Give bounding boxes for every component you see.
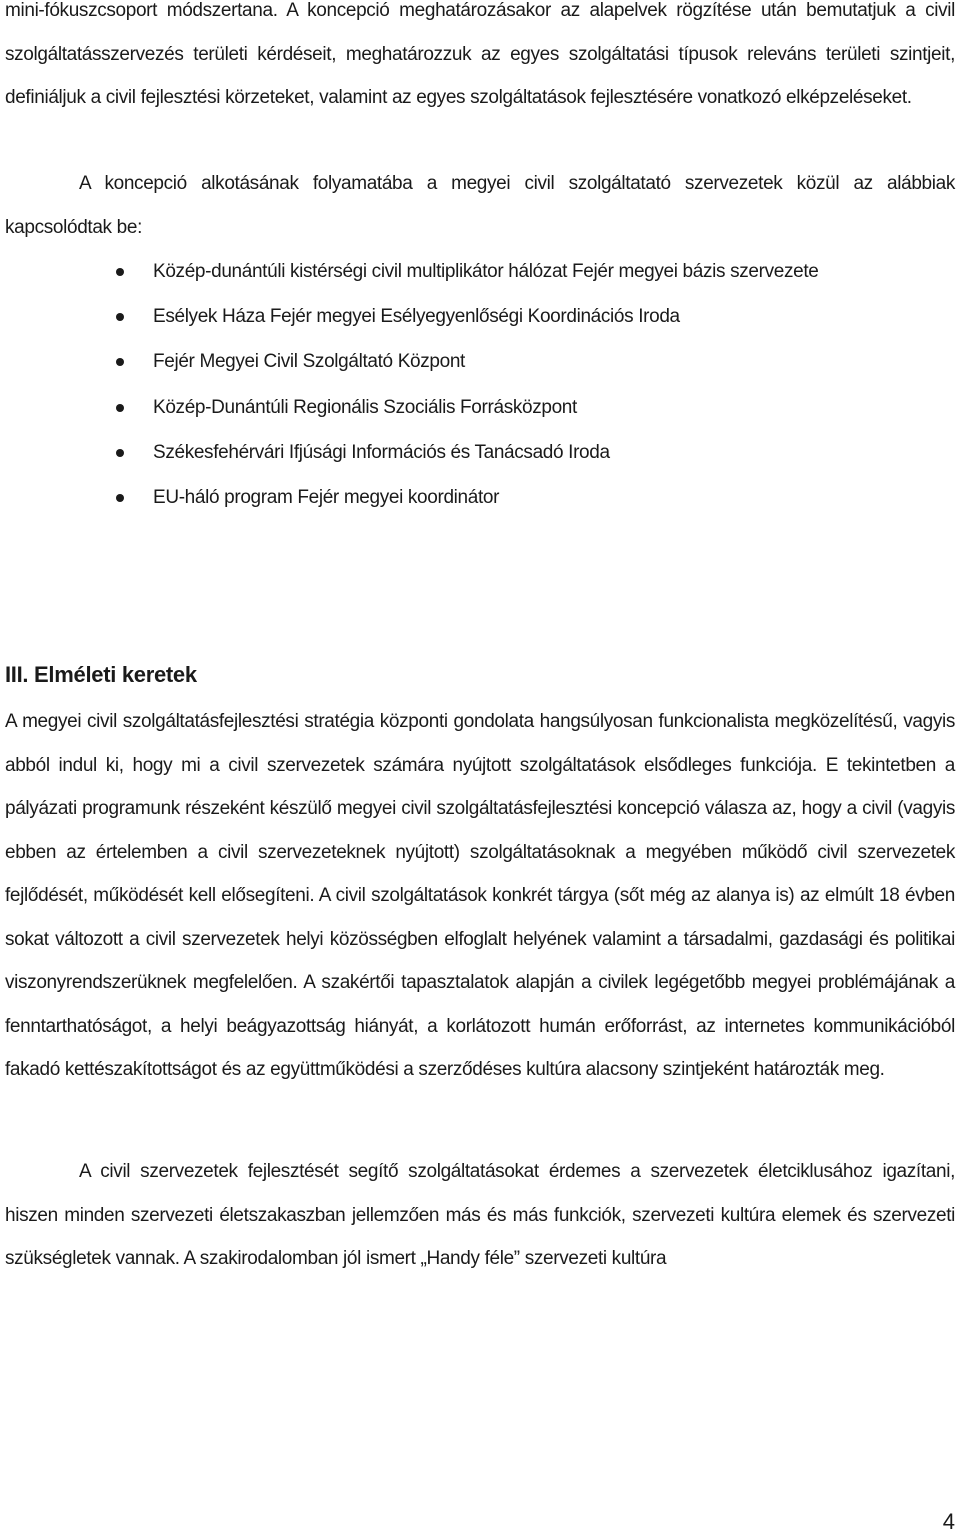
section-heading: III. Elméleti keretek	[5, 662, 197, 687]
bullet-icon	[116, 404, 124, 412]
list-item	[5, 294, 955, 339]
paragraph-section-body-1: A megyei civil szolgáltatásfejlesztési stratégia központi gondolata hangsúlyosan funkcionalista megközelítésű, vagyis abból indul ki, hogy mi a civil szervezetek számára nyújtott szolgáltatások elsődleges funkciója. E tekintetben a pályázati programunk részeként készülő megyei civil szolgáltatásfejlesztési koncepció válasza az, hogy a civil (vagyis ebben az értelemben a civil szervezeteknek nyújtott) szolgáltatásoknak a megyében működő civil szervezetek fejlődését, működését kell elősegíteni. A civil szolgáltatások konkrét tárgya (sőt még az alanya is) az elmúlt 18 évben sokat változott a civil szervezetek helyi közösségben elfoglalt helyének valamint a társadalmi, gazdasági és politikai viszonyrendszerüknek megfelelően. A szakértői tapasztalatok alapján a civilek legégetőbb megyei problémájának a fenntarthatóságot, a helyi beágyazottság hiányát, a korlátozott humán erőforrást, az internetes kommunikációból fakadó kettészakítottságot és az együttműködési a szerződéses kultúra alacsony szintjeként határozták meg.	[5, 711, 955, 1080]
list-item-text: Fejér Megyei Civil Szolgáltató Központ	[153, 351, 465, 373]
list-item	[5, 430, 955, 475]
list-item	[5, 249, 955, 294]
list-item-text: EU-háló program Fejér megyei koordinátor	[153, 486, 500, 508]
paragraph-section-body-2: A civil szervezetek fejlesztését segítő szolgáltatásokat érdemes a szervezetek életciklusához igazítani, hiszen minden szervezeti életszakaszban jellemzően más és más funkciók, szervezeti kultúra elemek és szervezeti szükségletek vannak. A szakirodalomban jól ismert „Handy féle” szervezeti kultúra	[5, 1161, 955, 1269]
paragraph-intro-continued: mini-fókuszcsoport módszertana. A koncepció meghatározásakor az alapelvek rögzítése után bemutatjuk a civil szolgáltatásszervezés területi kérdéseit, meghatározzuk az egyes szolgáltatási típusok releváns területi szintjeit, definiáljuk a civil fejlesztési körzeteket, valamint az egyes szolgáltatások fejlesztésére vonatkozó elképzeléseket.	[5, 0, 955, 108]
list-item	[5, 475, 955, 520]
bullet-icon	[116, 268, 124, 276]
list-item-text: Közép-dunántúli kistérségi civil multiplikátor hálózat Fejér megyei bázis szervezete	[153, 261, 819, 282]
bullet-icon	[116, 313, 124, 321]
list-item-text: Székesfehérvári Ifjúsági Információs és Tanácsadó Iroda	[153, 441, 610, 463]
list-item	[5, 385, 955, 430]
page-number: 4	[942, 1509, 955, 1534]
bullet-icon	[116, 494, 124, 502]
bullet-icon	[116, 449, 124, 457]
list-item	[5, 339, 955, 384]
list-item-text: Esélyek Háza Fejér megyei Esélyegyenlőségi Koordinációs Iroda	[153, 306, 680, 328]
paragraph-contributors-intro: A koncepció alkotásának folyamatába a megyei civil szolgáltatató szervezetek közül az alábbiak kapcsolódtak be:	[5, 173, 955, 238]
bullet-icon	[116, 358, 124, 366]
list-item-text: Közép-Dunántúli Regionális Szociális Forrásközpont	[153, 396, 577, 418]
contributors-list	[5, 249, 955, 520]
